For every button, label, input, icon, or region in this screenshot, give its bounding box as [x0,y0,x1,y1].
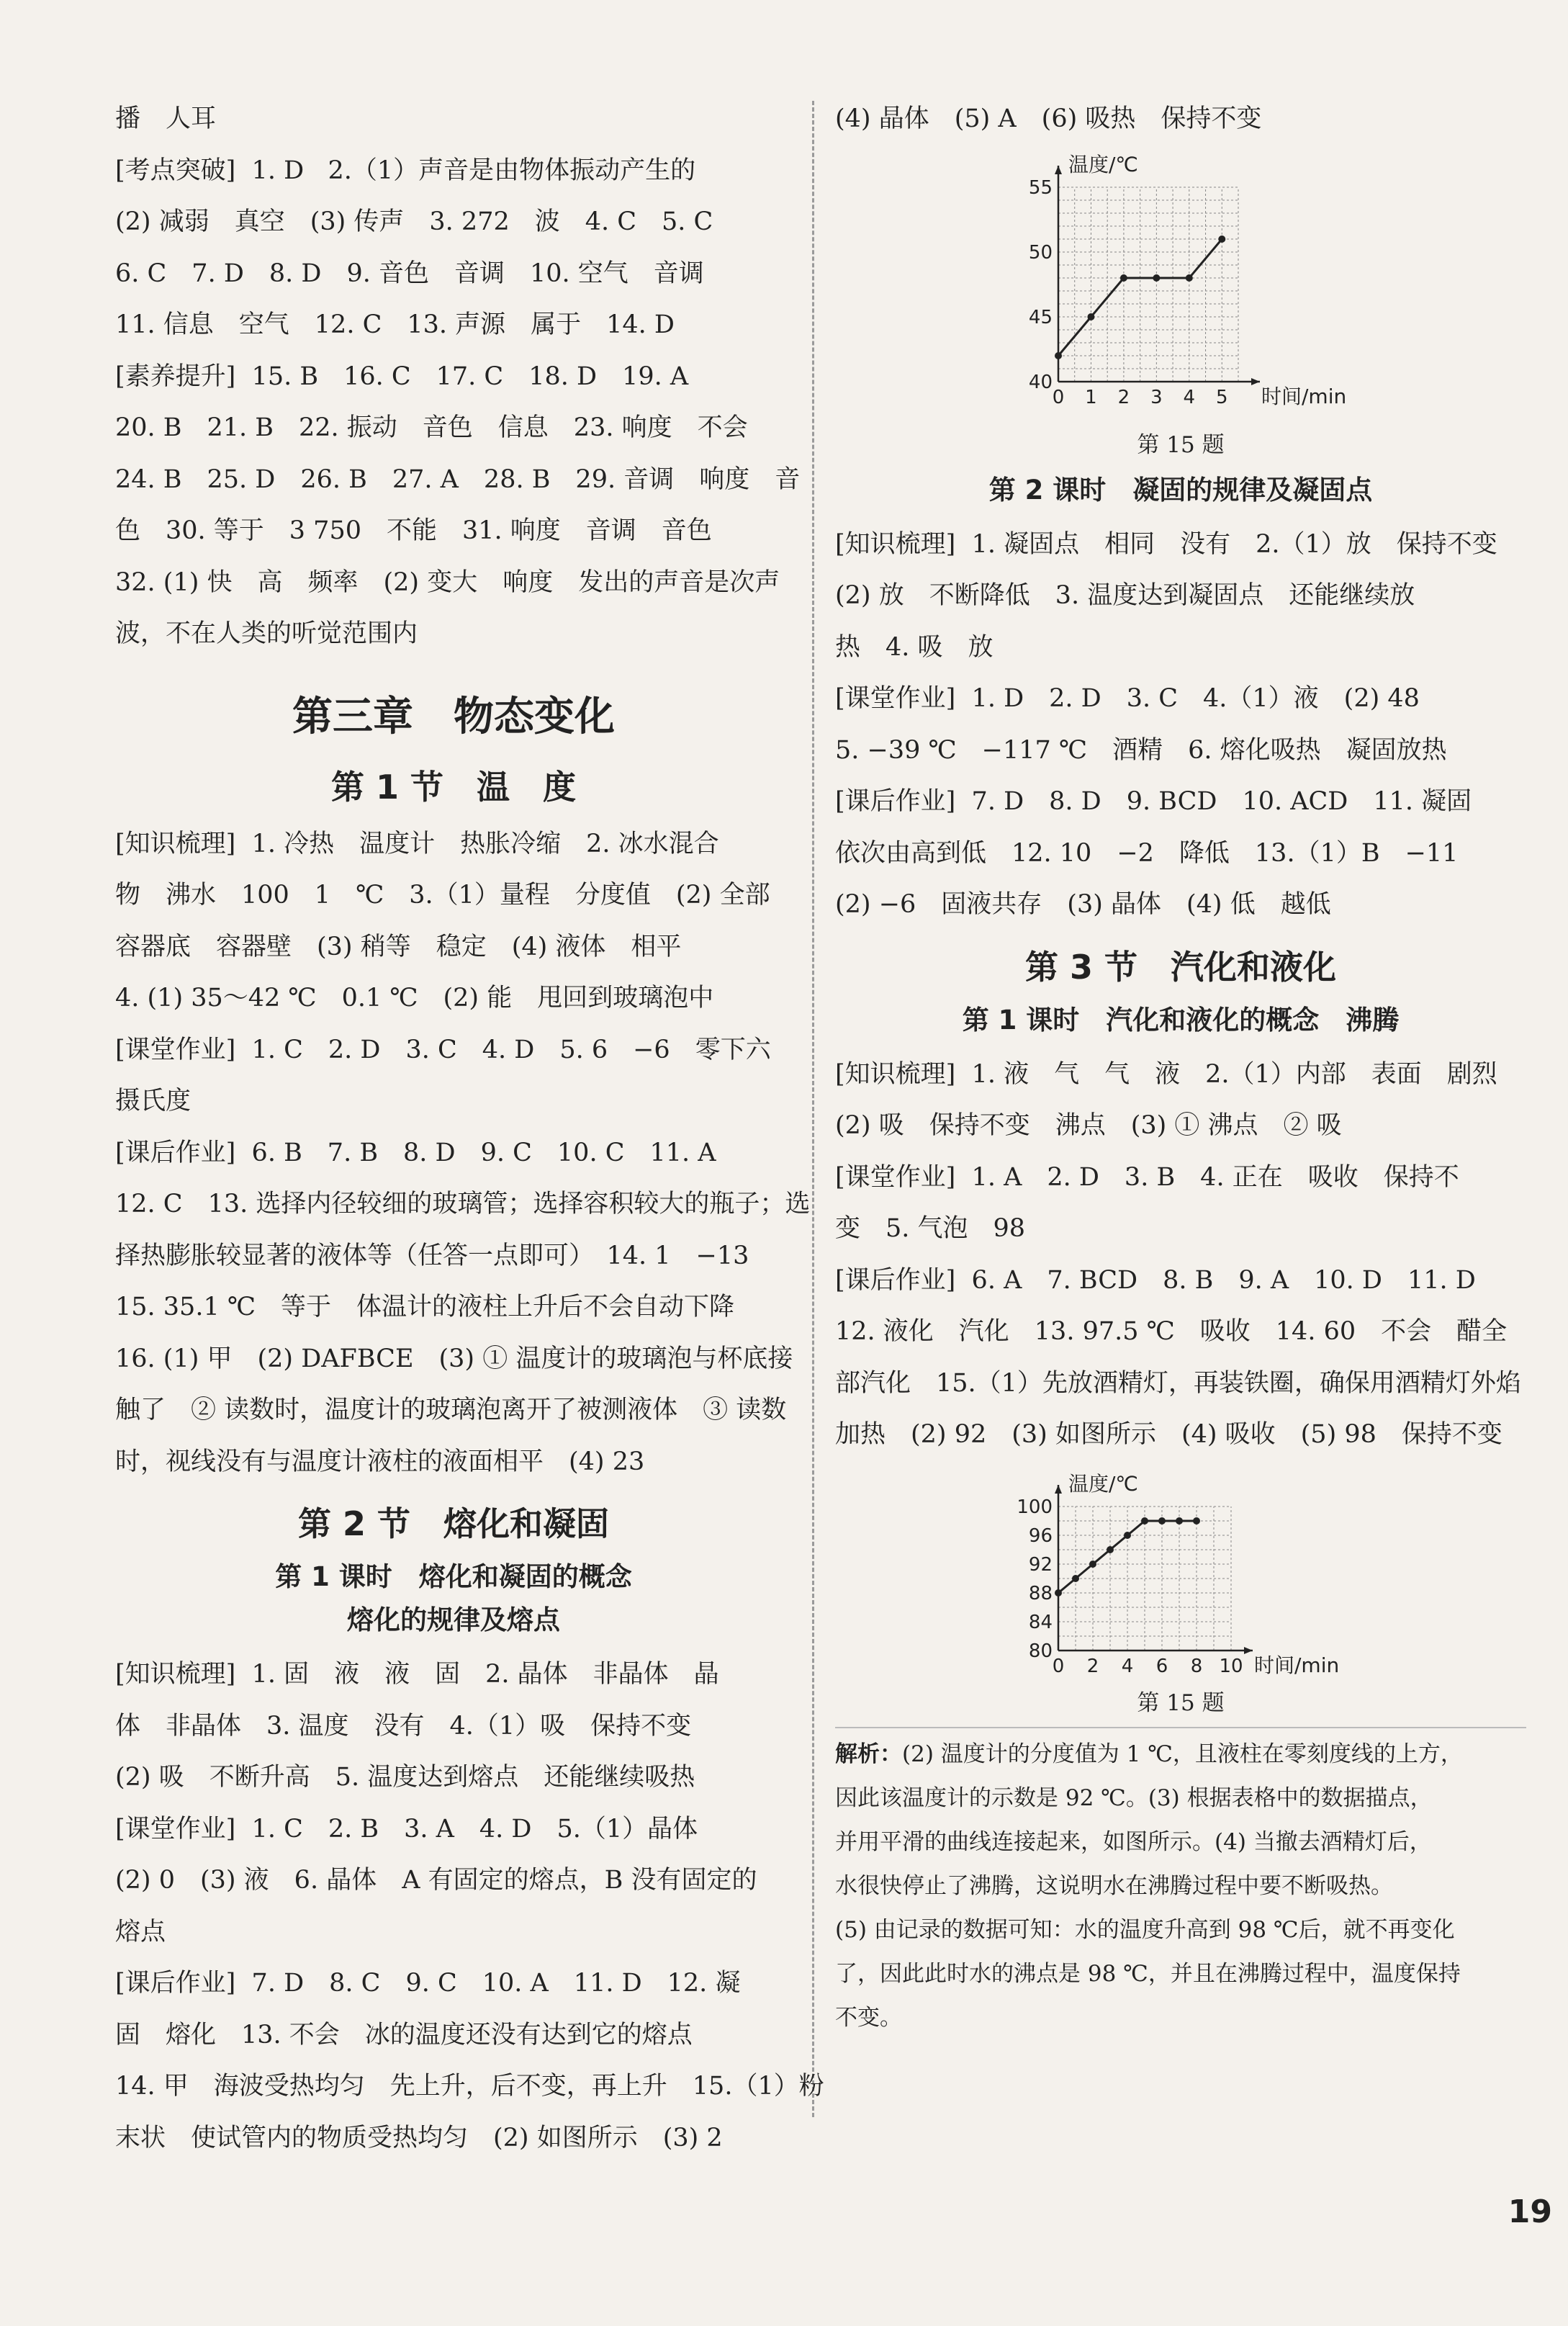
section1-answers [115,819,811,1488]
y-tick-label: 88 [1028,1582,1053,1604]
text-line: [课后作业] 6. A 7. BCD 8. B 9. A 10. D 11. D [835,1265,1476,1295]
text-line: 时，视线没有与温度计液柱的液面相平 (4) 23 [115,1447,645,1476]
x-tick-label: 0 [1052,1655,1065,1677]
text-line: (2) 吸 不断升高 5. 温度达到熔点 还能继续吸热 [115,1763,695,1792]
data-point [1089,1561,1096,1568]
text-line: 触了 ② 读数时，温度计的玻璃泡离开了被测液体 ③ 读数 [115,1396,787,1424]
text-line: 容器底 容器壁 (3) 稍等 稳定 (4) 液体 相平 [115,932,682,961]
text-line: [知识梳理] 1. 凝固点 相同 没有 2.（1）放 保持不变 [835,529,1497,559]
boiling-curve-chart [993,1467,1368,1683]
text-line: (2) −6 固液共存 (3) 晶体 (4) 低 越低 [835,890,1331,919]
text-line: 色 30. 等于 3 750 不能 31. 响度 音调 音色 [115,516,712,545]
x-tick-label: 0 [1052,386,1065,408]
chapter-title: 第三章 物态变化 [292,693,615,740]
x-tick-label: 8 [1190,1655,1203,1677]
x-tick-label: 10 [1219,1655,1243,1677]
y-tick-label: 45 [1028,306,1053,328]
text-line: 物 沸水 100 1 ℃ 3.（1）量程 分度值 (2) 全部 [115,881,770,910]
lesson-title-line: 熔化的规律及熔点 [347,1604,560,1635]
lesson-title: 第 1 课时 汽化和液化的概念 沸腾 [962,1004,1400,1036]
analysis-line: 因此该温度计的示数是 92 ℃。(3) 根据表格中的数据描点， [835,1784,1433,1811]
text-line: 熔点 [115,1917,166,1946]
data-point [1158,1517,1166,1525]
x-axis-label: 时间/min [1254,1653,1340,1677]
data-point [1124,1532,1131,1539]
data-point [1153,274,1160,282]
text-line: [知识梳理] 1. 冷热 温度计 热胀冷缩 2. 冰水混合 [115,829,719,858]
analysis-block [835,1727,1526,2040]
x-tick-label: 1 [1085,386,1097,408]
text-line: 5. −39 ℃ −117 ℃ 酒精 6. 熔化吸热 凝固放热 [835,735,1447,765]
lesson2-answers [835,519,1526,931]
text-line: 播 人耳 [115,104,217,133]
text-line: (2) 0 (3) 液 6. 晶体 A 有固定的熔点，B 没有固定的 [115,1866,757,1895]
text-line: 热 4. 吸 放 [835,632,993,662]
x-tick-label: 6 [1155,1655,1168,1677]
y-axis-arrow [1055,1485,1062,1494]
data-point [1218,235,1225,243]
text-line: 体 非晶体 3. 温度 没有 4.（1）吸 保持不变 [115,1711,692,1741]
text-line: [课堂作业] 1. C 2. B 3. A 4. D 5.（1）晶体 [115,1814,698,1844]
lesson1-answers [115,1649,824,2164]
text-line: 部汽化 15.（1）先放酒精灯，再装铁圈，确保用酒精灯外焰 [835,1368,1521,1398]
data-point [1120,274,1127,282]
analysis-line: 并用平滑的曲线连接起来，如图所示。(4) 当撤去酒精灯后， [835,1828,1432,1855]
text-line: 24. B 25. D 26. B 27. A 28. B 29. 音调 响度 音 [115,464,801,494]
data-point [1055,352,1062,359]
y-tick-label: 40 [1028,371,1053,393]
column-divider [812,101,814,2117]
text-line: 4. (1) 35～42 ℃ 0.1 ℃ (2) 能 甩回到玻璃泡中 [115,984,714,1012]
x-tick-label: 3 [1150,386,1163,408]
x-tick-label: 5 [1215,386,1228,408]
text-line: [知识梳理] 1. 固 液 液 固 2. 晶体 非晶体 晶 [115,1660,719,1689]
text-line: [素养提升] 15. B 16. C 17. C 18. D 19. A [115,362,689,391]
melting-curve-chart [993,151,1368,425]
x-tick-label: 4 [1121,1655,1134,1677]
text-line: 12. 液化 汽化 13. 97.5 ℃ 吸收 14. 60 不会 醋全 [835,1317,1508,1346]
right-column [835,94,1526,2040]
text-line: 15. 35.1 ℃ 等于 体温计的液柱上升后不会自动下降 [115,1293,734,1321]
lesson-title-line: 第 1 课时 熔化和凝固的概念 [275,1561,632,1592]
text-line: [课堂作业] 1. D 2. D 3. C 4.（1）液 (2) 48 [835,684,1420,713]
analysis-text: (2) 温度计的分度值为 1 ℃，且液柱在零刻度线的上方， [902,1741,1463,1767]
text-line: 依次由高到低 12. 10 −2 降低 13.（1）B −11 [835,838,1459,868]
text-line: [课堂作业] 1. C 2. D 3. C 4. D 5. 6 −6 零下六 [115,1035,771,1064]
text-line: 32. (1) 快 高 频率 (2) 变大 响度 发出的声音是次声 [115,567,780,597]
text-line: [课后作业] 7. D 8. C 9. C 10. A 11. D 12. 凝 [115,1969,741,1998]
text-line: [考点突破] 1. D 2.（1）声音是由物体振动产生的 [115,156,696,185]
figure-caption: 第 15 题 [1137,431,1225,458]
y-tick-label: 100 [1017,1496,1053,1518]
text-line: 变 5. 气泡 98 [835,1214,1026,1243]
text-line: 波，不在人类的听觉范围内 [115,619,418,648]
y-tick-label: 50 [1028,241,1053,264]
text-line: [课后作业] 7. D 8. D 9. BCD 10. ACD 11. 凝固 [835,787,1472,816]
text-line: [知识梳理] 1. 液 气 气 液 2.（1）内部 表面 剧烈 [835,1059,1497,1089]
text-line: 摄氏度 [115,1087,192,1115]
data-point [1141,1517,1148,1525]
text-line: 11. 信息 空气 12. C 13. 声源 属于 14. D [115,310,675,339]
text-line: 20. B 21. B 22. 振动 音色 信息 23. 响度 不会 [115,413,748,442]
text-line: (2) 放 不断降低 3. 温度达到凝固点 还能继续放 [835,581,1415,610]
data-point [1107,1546,1114,1553]
analysis-line [835,1733,1526,1777]
data-point [1072,1575,1079,1582]
text-line: (2) 吸 保持不变 沸点 (3) ① 沸点 ② 吸 [835,1111,1342,1140]
x-axis-arrow [1251,378,1260,385]
text-line: 末状 使试管内的物质受热均匀 (2) 如图所示 (3) 2 [115,2123,723,2152]
text-line: 14. 甲 海波受热均匀 先上升，后不变，再上升 15.（1）粉 [115,2072,824,2101]
text-line: 加热 (2) 92 (3) 如图所示 (4) 吸收 (5) 98 保持不变 [835,1420,1502,1449]
x-tick-label: 2 [1086,1655,1099,1677]
left-column [115,94,824,2164]
y-tick-label: 96 [1028,1525,1053,1547]
analysis-line: 了，因此此时水的沸点是 98 ℃，并且在沸腾过程中，温度保持 [835,1960,1461,1987]
text-line: 6. C 7. D 8. D 9. 音色 音调 10. 空气 音调 [115,259,704,288]
analysis-line: 不变。 [835,2004,902,2031]
data-point [1087,313,1094,320]
text-line: [课后作业] 6. B 7. B 8. D 9. C 10. C 11. A [115,1138,716,1167]
data-point [1055,1589,1062,1597]
lesson-title [115,1555,792,1642]
analysis-line: 水很快停止了沸腾，这说明水在沸腾过程中要不断吸热。 [835,1872,1393,1899]
text-line: 固 熔化 13. 不会 冰的温度还没有达到它的熔点 [115,2020,693,2049]
data-point [1186,274,1193,282]
y-axis-label: 温度/℃ [1068,1471,1138,1496]
section-title: 第 2 节 熔化和凝固 [297,1504,610,1543]
data-point [1176,1517,1183,1525]
data-point [1193,1517,1200,1525]
y-tick-label: 55 [1028,176,1053,199]
x-axis-label: 时间/min [1261,384,1347,408]
y-tick-label: 80 [1028,1640,1053,1662]
lesson-title: 第 2 课时 凝固的规律及凝固点 [988,474,1373,506]
page-number: 19 [1508,2193,1552,2230]
text-line: 择热膨胀较显著的液体等（任答一点即可） 14. 1 −13 [115,1241,749,1270]
top-answers [115,94,801,660]
x-tick-label: 2 [1117,386,1130,408]
lesson3-answers [835,1049,1526,1461]
x-tick-label: 4 [1183,386,1196,408]
y-axis-arrow [1055,166,1062,174]
text-line: 12. C 13. 选择内径较细的玻璃管；选择容积较大的瓶子；选 [115,1190,811,1218]
text-line: 16. (1) 甲 (2) DAFBCE (3) ① 温度计的玻璃泡与杯底接 [115,1344,793,1373]
text-line: (4) 晶体 (5) A (6) 吸热 保持不变 [835,104,1262,133]
y-tick-label: 92 [1028,1553,1053,1576]
analysis-line: (5) 由记录的数据可知：水的温度升高到 98 ℃后，就不再变化 [835,1916,1455,1943]
figure-caption: 第 15 题 [1137,1689,1225,1716]
section-title: 第 1 节 温 度 [330,767,577,807]
section-title: 第 3 节 汽化和液化 [1024,947,1337,987]
text-line: (2) 减弱 真空 (3) 传声 3. 272 波 4. C 5. C [115,207,713,236]
analysis-label: 解析： [835,1741,902,1767]
x-axis-arrow [1244,1647,1253,1654]
y-tick-label: 84 [1028,1611,1053,1633]
y-axis-label: 温度/℃ [1068,152,1138,176]
text-line: [课堂作业] 1. A 2. D 3. B 4. 正在 吸收 保持不 [835,1162,1459,1192]
